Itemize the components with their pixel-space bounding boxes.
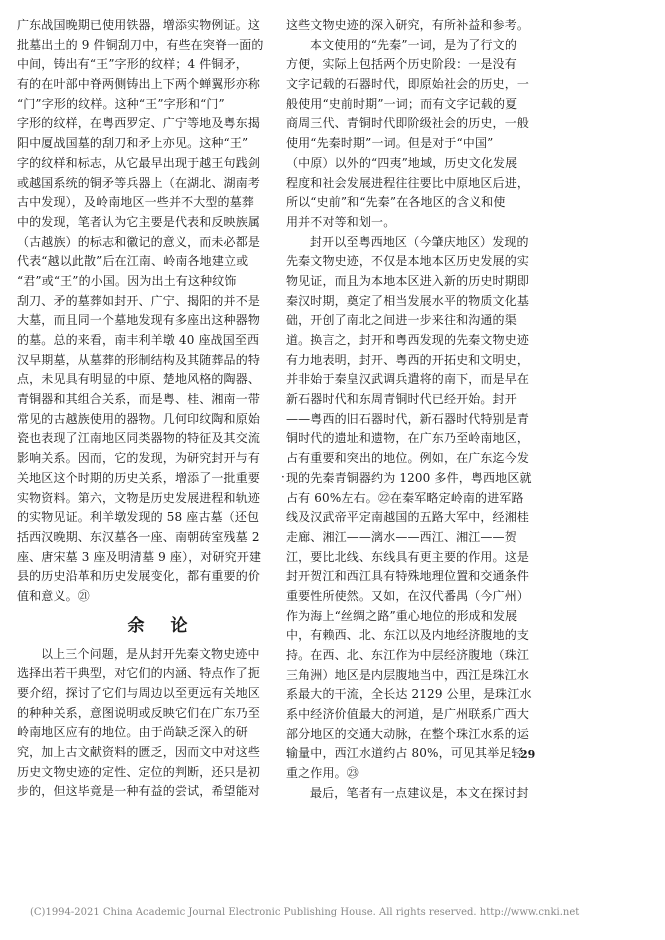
text-line: 历史文物史迹的定性、定位的判断，还只是初: [17, 764, 261, 779]
text-line: 点，未见具有明显的中原、楚地风格的陶器、: [17, 372, 261, 387]
text-line: 中的发现，笔者认为它主要是代表和反映族属: [17, 214, 261, 229]
text-line: 这些文物史迹的深入研究，有所补益和参考。: [286, 18, 530, 32]
text-line: 江，要比北线、东线具有更主要的作用。这是: [286, 549, 530, 564]
text-line: 代表“越以此散”后在江南、岭南各地建立或: [17, 254, 249, 269]
text-line: 汉早期墓，从墓葬的形制结构及其随葬品的特: [17, 352, 261, 367]
text-line: 文字记载的石器时代，即原始社会的历史，一: [286, 77, 530, 92]
left-paragraph-1: [17, 16, 300, 607]
text-line: 要介绍，探讨了它们与周边以至更远有关地区: [17, 686, 261, 700]
text-line: 刮刀、矛的墓葬如封开、广宁、揭阳的并不是: [17, 293, 261, 308]
text-line: （古越族）的标志和徽记的意义，而未必都是: [17, 234, 261, 249]
text-line: 批墓出土的 9 件铜刮刀中，有些在突脊一面的: [17, 37, 264, 52]
text-line: 现的先秦青铜器约为 1200 多件，粤西地区就: [286, 470, 532, 485]
text-line: 秦汉时期，奠定了相当发展水平的物质文化基: [286, 293, 530, 308]
text-line: 部分地区的交通大动脉，在整个珠江水系的运: [286, 726, 530, 741]
text-line: 三角洲）地区是内层腹地当中，西江是珠江水: [286, 667, 530, 682]
text-line: 岭南地区应有的地位。由于尚缺乏深入的研: [17, 725, 248, 740]
text-line: 括西汉晚期、东汉墓各一座、南朝砖室残墓 2: [17, 529, 260, 544]
text-line: 重要性所使然。又如，在汉代番禺（今广州）: [286, 588, 530, 603]
text-line: 商周三代、青铜时代即阶级社会的历史，一般: [286, 116, 530, 131]
text-line: 所以“史前”和“先秦”在各地区的含义和使: [286, 195, 506, 210]
text-line: 新石器时代和东周青铜时代已经开始。封开: [286, 392, 517, 407]
text-line: 青铜器和其组合关系，而是粤、桂、湘南一带: [17, 392, 261, 407]
text-line: 常见的古越族使用的器物。几何印纹陶和原始: [17, 411, 261, 426]
text-line: 以上三个问题，是从封开先秦文物史迹中: [41, 646, 260, 661]
text-line: 占有重要和突出的地位。例如，在广东迄今发: [286, 451, 530, 466]
text-line: 字的纹样和标志，从它最早出现于越王句践剑: [17, 155, 261, 170]
text-line: 关地区这个时期的历史关系，增添了一批重要: [17, 470, 261, 485]
right-paragraph-2: [286, 233, 566, 784]
right-column: [286, 16, 566, 804]
text-line: 系最大的干流，全长达 2129 公里，是珠江水: [286, 687, 532, 702]
right-paragraph-1: [286, 36, 566, 233]
text-line: 有的在叶部中脊两侧铸出上下两个蝉翼形亦称: [17, 77, 261, 92]
text-line: 封开贺江和西江具有特殊地理位置和交通条件: [286, 569, 530, 584]
text-line: 走廊、湘江——漓水——西江、湘江——贺: [286, 529, 517, 544]
text-line: 线及汉武帝平定南越国的五路大军中，经湘桂: [286, 510, 530, 525]
text-line: 持。在西、北、东江作为中层经济腹地（珠江: [286, 648, 530, 662]
right-paragraph-3: [286, 784, 566, 804]
text-line: 中间，铸出有“王”字形的纹样；4 件铜矛，: [17, 57, 248, 72]
text-line: 铜时代的遗址和遗物，在广东乃至岭南地区，: [286, 431, 530, 446]
text-line: 本文使用的“先秦”一词，是为了行文的: [310, 37, 517, 52]
text-line: 物见证，而且为本地本区进入新的历史时期即: [286, 273, 530, 288]
text-line: 有力地表明，封开、粤西的开拓史和文明史，: [286, 352, 530, 367]
margin-mark: ·: [281, 470, 285, 484]
text-line: 的墓。总的来看，南丰利羊墩 40 座战国至西: [17, 333, 260, 347]
text-line: 座、唐宋墓 3 座及明清墓 9 座），对研究开建: [17, 549, 262, 564]
text-line: 选择出若干典型，对它们的内涵、特点作了扼: [17, 666, 261, 681]
text-line: 古中发现），及岭南地区一些并不大型的墓葬: [17, 195, 255, 210]
text-line: 值和意义。㉑: [17, 588, 90, 603]
right-paragraph-0: [286, 16, 566, 36]
text-line: 县的历史沿革和历史发展变化，都有重要的价: [17, 569, 261, 584]
text-line: 作为海上“丝绸之路”重心地位的形成和发展: [286, 608, 518, 623]
text-line: 封开以至粤西地区（今肇庆地区）发现的: [310, 234, 529, 249]
text-line: 影响关系。因而，它的发现，为研究封开与有: [17, 451, 261, 466]
text-line: 或越国系统的铜矛等兵器上（在湖北、湖南考: [17, 175, 261, 190]
text-line: 占有 60%左右。㉒在秦军略定岭南的进军路: [286, 490, 524, 505]
text-line: 般使用“史前时期”一词；而有文字记载的夏: [286, 96, 518, 111]
page-number: 29: [520, 748, 536, 761]
text-line: 中，有赖西、北、东江以及内地经济腹地的支: [286, 628, 530, 643]
text-line: 步的，但这毕竟是一种有益的尝试，希望能对: [17, 784, 261, 799]
copyright-footer: (C)1994-2021 China Academic Journal Electronic Publishing House. All rights reserved. http://www.cnki.net: [30, 907, 580, 918]
text-line: 广东战国晚期已使用铁器，增添实物例证。这: [17, 18, 261, 32]
text-line: 究，加上古文献资料的匮乏，因而文中对这些: [17, 745, 261, 760]
text-line: “君”或“王”的小国。因为出土有这种纹饰: [17, 273, 237, 288]
text-line: ——粤西的旧石器时代，新石器时代特别是青: [286, 411, 530, 426]
text-line: 方便，实际上包括两个历史阶段：一是没有: [286, 57, 517, 72]
text-line: 先秦文物史迹，不仅是本地本区历史发展的实: [286, 254, 530, 269]
text-line: 用并不对等和划一。: [286, 214, 396, 229]
text-line: 并非始于秦皇汉武调兵遣将的南下，而是早在: [286, 372, 530, 387]
text-line: 阳中厦战国墓的刮刀和矛上亦见。这种“王”: [17, 136, 249, 151]
text-line: 的种种关系，意图说明或反映它们在广东乃至: [17, 705, 261, 720]
left-column: [17, 16, 300, 802]
text-line: 最后，笔者有一点建议是，本文在探讨封: [310, 785, 529, 800]
text-line: 字形的纹样，在粤西罗定、广宁等地及粤东揭: [17, 116, 261, 131]
text-line: 程度和社会发展进程往往要比中原地区后进，: [286, 175, 530, 190]
text-line: 道。换言之，封开和粤西发现的先秦文物史迹: [286, 333, 530, 347]
text-line: 础，开创了南北之间进一步来往和沟通的渠: [286, 313, 517, 328]
text-line: 瓷也表现了江南地区同类器物的特征及其交流: [17, 431, 261, 446]
text-line: 大墓，而且同一个墓地发现有多座出这种器物: [17, 313, 261, 328]
text-line: 重之作用。㉓: [286, 766, 359, 781]
text-line: “门”字形的纹样。这种“王”字形和“门”: [17, 96, 225, 111]
section-heading: 余论: [127, 615, 214, 636]
text-line: 的实物见证。利羊墩发现的 58 座古墓（还包: [17, 510, 260, 525]
text-line: 实物资料。第六，文物是历史发展进程和轨迹: [17, 490, 261, 505]
text-line: 使用“先秦时期”一词。但是对于“中国”: [286, 136, 494, 151]
left-paragraph-2: [17, 645, 300, 803]
text-line: （中原）以外的“四夷”地域，历史文化发展: [286, 155, 518, 170]
text-line: 输量中，西江水道约占 80%，可见其举足轻: [286, 746, 524, 761]
text-line: 系中经济价值最大的河道，是广州联系广西大: [286, 707, 530, 722]
